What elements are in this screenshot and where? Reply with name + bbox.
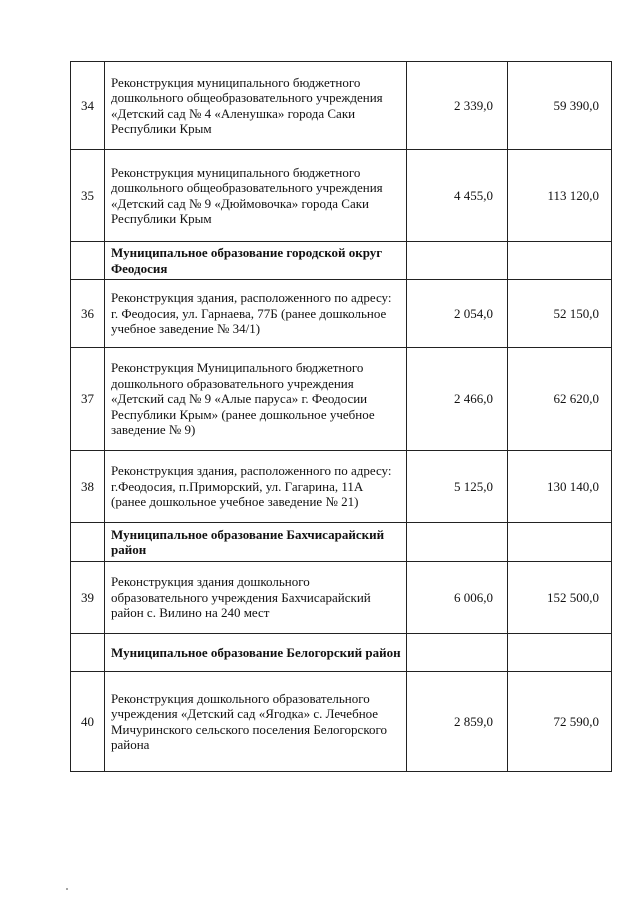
row-number-empty xyxy=(71,634,105,672)
row-value-2: 59 390,0 xyxy=(508,62,612,150)
row-value-2: 152 500,0 xyxy=(508,562,612,634)
section-title: Муниципальное образование Бахчисарайский район xyxy=(105,523,407,562)
row-description: Реконструкция муниципального бюджетного дошкольного общеобразовательного учреждения «Детский сад № 9 «Дюймовочка» города Саки Республики Крым xyxy=(105,150,407,242)
section-title: Муниципальное образование Белогорский район xyxy=(105,634,407,672)
row-value-1: 2 466,0 xyxy=(407,348,508,451)
row-value-2: 52 150,0 xyxy=(508,280,612,348)
row-number: 34 xyxy=(71,62,105,150)
row-number: 37 xyxy=(71,348,105,451)
row-number: 38 xyxy=(71,451,105,523)
row-number-empty xyxy=(71,242,105,280)
row-value-1: 5 125,0 xyxy=(407,451,508,523)
row-value-2-empty xyxy=(508,523,612,562)
row-value-1-empty xyxy=(407,242,508,280)
row-number: 40 xyxy=(71,672,105,772)
row-value-2: 130 140,0 xyxy=(508,451,612,523)
row-value-1-empty xyxy=(407,634,508,672)
row-value-2-empty xyxy=(508,242,612,280)
row-value-1: 2 859,0 xyxy=(407,672,508,772)
table-row xyxy=(71,348,612,451)
table-row xyxy=(71,62,612,150)
section-row xyxy=(71,523,612,562)
row-description: Реконструкция дошкольного образовательного учреждения «Детский сад «Ягодка» с. Лечебное Мичуринского сельского поселения Белогорского района xyxy=(105,672,407,772)
row-value-1: 6 006,0 xyxy=(407,562,508,634)
section-title: Муниципальное образование городской округ Феодосия xyxy=(105,242,407,280)
row-value-2: 62 620,0 xyxy=(508,348,612,451)
row-number: 36 xyxy=(71,280,105,348)
table-row xyxy=(71,280,612,348)
scan-speck xyxy=(66,888,68,890)
row-description: Реконструкция муниципального бюджетного дошкольного общеобразовательного учреждения «Детский сад № 4 «Аленушка» города Саки Республики Крым xyxy=(105,62,407,150)
row-description: Реконструкция Муниципального бюджетного дошкольного образовательного учреждения «Детский сад № 9 «Алые паруса» г. Феодосии Республики Крым» (ранее дошкольное учебное заведение № 9) xyxy=(105,348,407,451)
table-row xyxy=(71,672,612,772)
funding-table xyxy=(70,61,612,772)
row-value-1: 4 455,0 xyxy=(407,150,508,242)
table-row xyxy=(71,150,612,242)
row-value-2: 72 590,0 xyxy=(508,672,612,772)
row-number-empty xyxy=(71,523,105,562)
table-row xyxy=(71,562,612,634)
row-number: 35 xyxy=(71,150,105,242)
row-number: 39 xyxy=(71,562,105,634)
row-description: Реконструкция здания, расположенного по адресу: г.Феодосия, п.Приморский, ул. Гагарина, 11А (ранее дошкольное учебное заведение № 21) xyxy=(105,451,407,523)
row-value-1-empty xyxy=(407,523,508,562)
row-value-2: 113 120,0 xyxy=(508,150,612,242)
row-description: Реконструкция здания, расположенного по адресу: г. Феодосия, ул. Гарнаева, 77Б (ранее дошкольное учебное заведение № 34/1) xyxy=(105,280,407,348)
row-value-1: 2 339,0 xyxy=(407,62,508,150)
section-row xyxy=(71,634,612,672)
row-description: Реконструкция здания дошкольного образовательного учреждения Бахчисарайский район с. Вилино на 240 мест xyxy=(105,562,407,634)
section-row xyxy=(71,242,612,280)
table-row xyxy=(71,451,612,523)
row-value-1: 2 054,0 xyxy=(407,280,508,348)
row-value-2-empty xyxy=(508,634,612,672)
